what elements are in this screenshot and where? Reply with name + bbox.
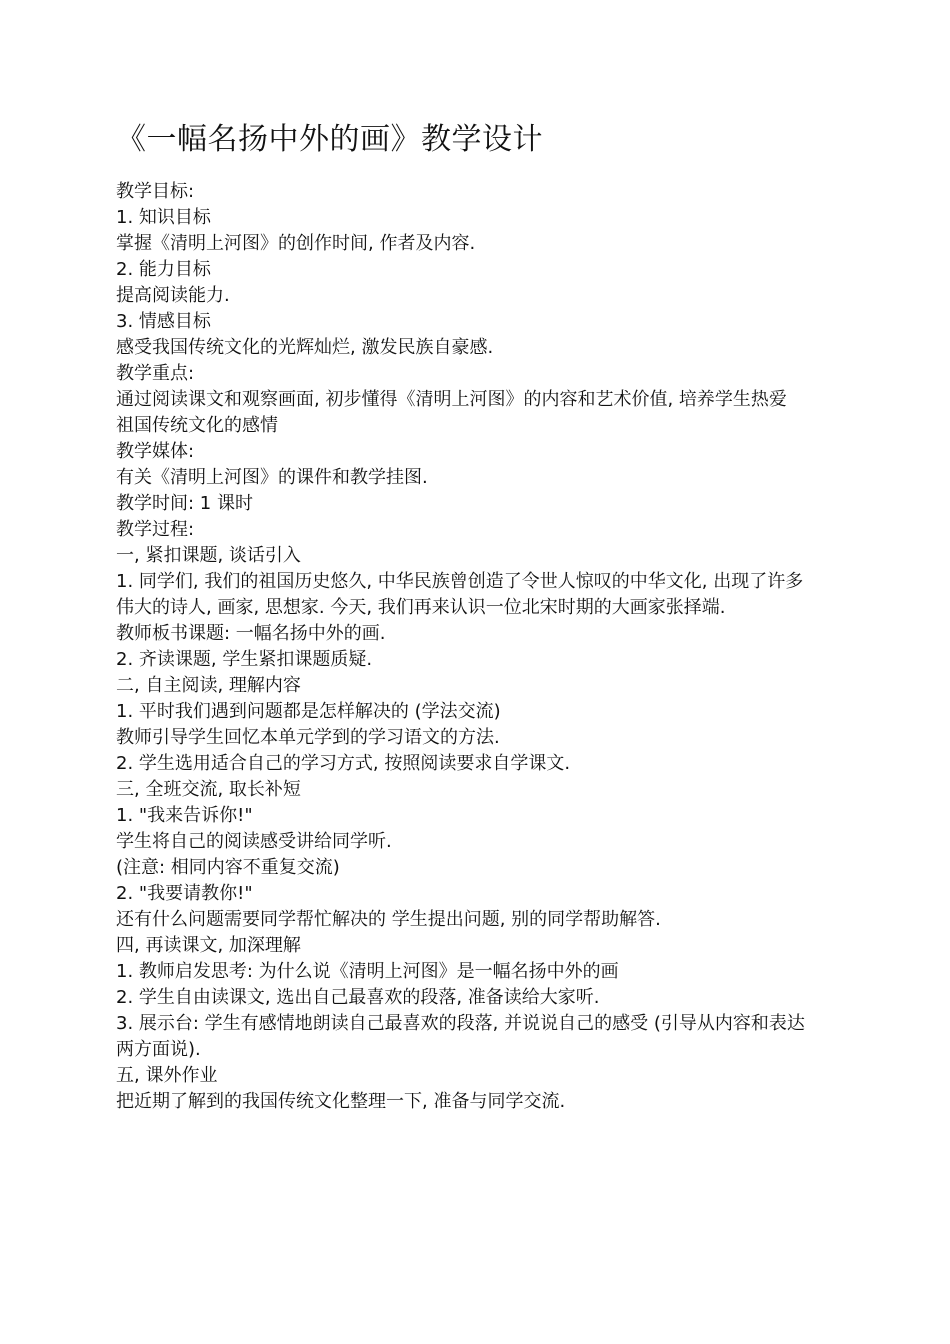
section-5-text: 把近期了解到的我国传统文化整理一下, 准备与同学交流. [116,1091,566,1112]
section-5-heading: 五, 课外作业 [116,1065,218,1086]
section-1-board-title: 教师板书课题: 一幅名扬中外的画. [116,623,386,644]
heading-key-points: 教学重点: [116,363,195,384]
heading-teaching-goals: 教学目标: [116,181,195,202]
section-3-heading: 三, 全班交流, 取长补短 [116,779,301,800]
goal-ability-text: 提高阅读能力. [116,285,230,306]
section-2-guidance: 教师引导学生回忆本单元学到的学习语文的方法. [116,727,500,748]
section-3-item-2: 2. "我要请教你!" [116,883,253,904]
section-3-note: (注意: 相同内容不重复交流) [116,857,340,878]
section-2-item-2: 2. 学生选用适合自己的学习方式, 按照阅读要求自学课文. [116,753,571,774]
goal-ability-heading: 2. 能力目标 [116,259,211,280]
section-4-item-1: 1. 教师启发思考: 为什么说《清明上河图》是一幅名扬中外的画 [116,961,619,982]
section-1-item-1-line-1: 1. 同学们, 我们的祖国历史悠久, 中华民族曾创造了令世人惊叹的中华文化, 出现了许多 [116,571,804,592]
section-3-item-1-text: 学生将自己的阅读感受讲给同学听. [116,831,392,852]
section-2-heading: 二, 自主阅读, 理解内容 [116,675,301,696]
goal-emotion-text: 感受我国传统文化的光辉灿烂, 激发民族自豪感. [116,337,494,358]
section-1-heading: 一, 紧扣课题, 谈话引入 [116,545,301,566]
section-3-item-2-text: 还有什么问题需要同学帮忙解决的 学生提出问题, 别的同学帮助解答. [116,909,661,930]
heading-media: 教学媒体: [116,441,195,462]
section-2-item-1: 1. 平时我们遇到问题都是怎样解决的 (学法交流) [116,701,501,722]
heading-process: 教学过程: [116,519,195,540]
section-4-item-3-line-1: 3. 展示台: 学生有感情地朗读自己最喜欢的段落, 并说说自己的感受 (引导从内容和表达 [116,1013,805,1034]
goal-emotion-heading: 3. 情感目标 [116,311,211,332]
section-4-item-2: 2. 学生自由读课文, 选出自己最喜欢的段落, 准备读给大家听. [116,987,600,1008]
section-4-heading: 四, 再读课文, 加深理解 [116,935,301,956]
goal-knowledge-text: 掌握《清明上河图》的创作时间, 作者及内容. [116,233,476,254]
key-points-text-line-1: 通过阅读课文和观察画面, 初步懂得《清明上河图》的内容和艺术价值, 培养学生热爱 [116,389,787,410]
teaching-time: 教学时间: 1 课时 [116,493,253,514]
goal-knowledge-heading: 1. 知识目标 [116,207,211,228]
media-text: 有关《清明上河图》的课件和教学挂图. [116,467,428,488]
section-1-item-1-line-2: 伟大的诗人, 画家, 思想家. 今天, 我们再来认识一位北宋时期的大画家张择端. [116,597,726,618]
key-points-text-line-2: 祖国传统文化的感情 [116,415,278,436]
document-body [116,179,836,1115]
document-title: 《一幅名扬中外的画》教学设计 [116,122,543,157]
section-1-item-2: 2. 齐读课题, 学生紧扣课题质疑. [116,649,373,670]
section-4-item-3-line-2: 两方面说). [116,1039,201,1060]
section-3-item-1: 1. "我来告诉你!" [116,805,253,826]
